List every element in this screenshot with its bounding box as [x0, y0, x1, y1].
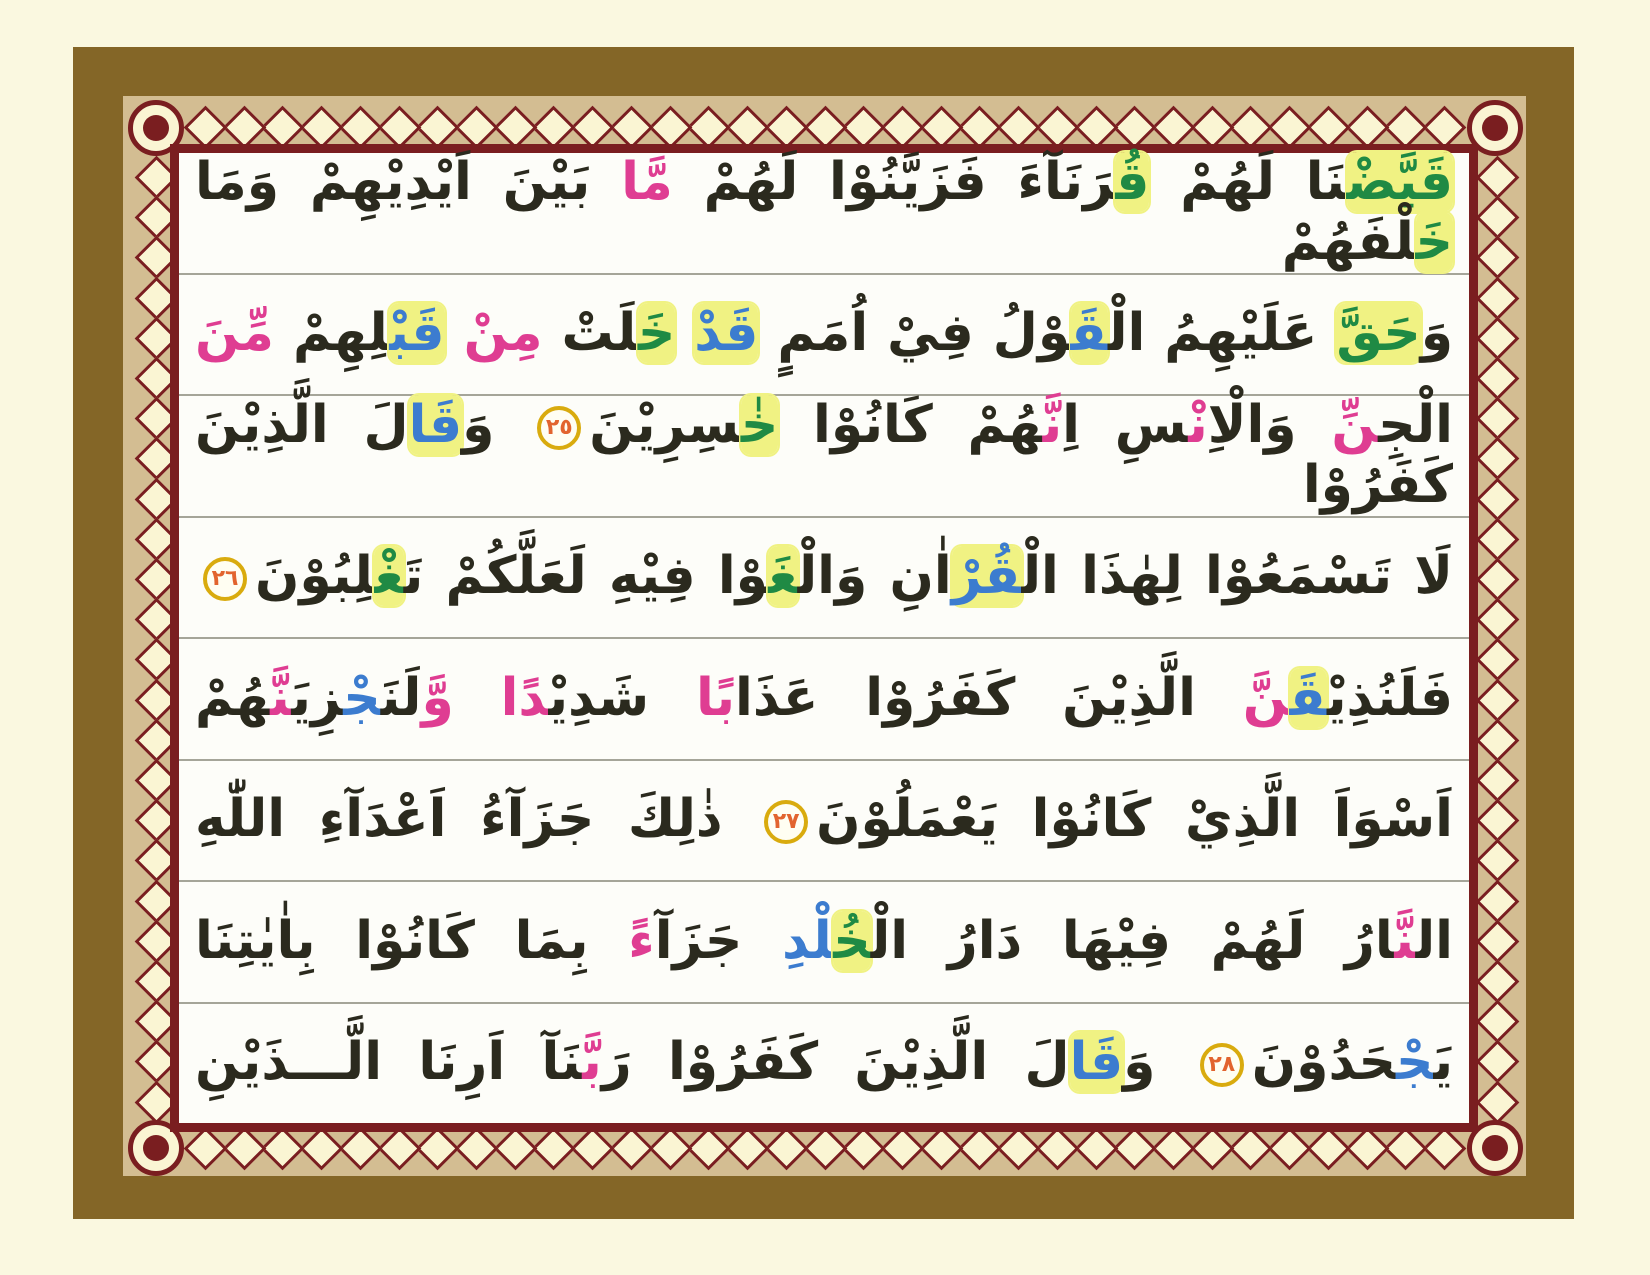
diamond-ornament [1152, 105, 1196, 149]
text-segment: يَ‍ [1433, 1032, 1453, 1093]
text-segment: قُ‍ [1115, 152, 1150, 212]
text-segment: ‍نَّ‍ [1394, 910, 1416, 971]
text-segment [675, 303, 694, 363]
text-segment: مَّا [621, 152, 673, 212]
diamond-ornament [1475, 1080, 1519, 1124]
text-line [179, 518, 1469, 639]
diamond-ornament [261, 105, 305, 149]
diamond-ornament [1345, 1126, 1389, 1170]
diamond-ornament [1475, 558, 1519, 602]
text-segment: ‍قَ‍ [1070, 303, 1108, 364]
text-segment: ذٰلِكَ جَزَآءُ اَعْدَآءِ اللّٰهِ [195, 789, 757, 850]
text-segment: بَيْنَ اَيْدِيْهِمْ وَمَا [176, 152, 622, 212]
diamond-ornament [1475, 718, 1519, 762]
text-line [179, 882, 1469, 1003]
diamond-ornament [1268, 1126, 1312, 1170]
diamond-ornament [1475, 397, 1519, 441]
text-line [179, 639, 1469, 760]
diamond-ornament [222, 105, 266, 149]
inner-maroon-border [170, 144, 1478, 1132]
text-segment: لَ الَّذِيْنَ كَفَرُوْا رَ [601, 1032, 1070, 1093]
diamond-ornament [726, 105, 770, 149]
text-segment: لَ الَّذِيْنَ كَفَرُوْا [176, 395, 1453, 515]
medallion-dot [143, 1135, 169, 1161]
diamond-ornament [1306, 105, 1350, 149]
text-segment: ‍جْ‍ [343, 667, 381, 728]
diamond-ornament [1475, 799, 1519, 843]
text-segment: ‍رَنَآءَ فَزَيَّنُوْا لَهُمْ [672, 152, 1116, 212]
diamond-ornament [338, 105, 382, 149]
line-text [195, 912, 1453, 972]
diamond-ornament [919, 105, 963, 149]
diamond-ornament [1475, 598, 1519, 642]
diamond-ornament [493, 105, 537, 149]
text-segment: قَبْ‍ [389, 303, 445, 364]
text-segment: عَلَيْهِمُ الْ‍ [1107, 303, 1337, 364]
text-segment: لَنَ‍ [380, 667, 422, 728]
text-segment: ‍قَ‍ [1289, 667, 1327, 728]
text-segment: ‍لِهِمْ [274, 303, 390, 364]
diamond-ornament [300, 1126, 344, 1170]
text-segment: نَّ‍ [1042, 395, 1063, 456]
diamond-ornament [1475, 759, 1519, 803]
diamond-ornament [261, 1126, 305, 1170]
verse-end-marker: ٢٧ [764, 800, 808, 844]
text-segment: خٰ‍ [740, 395, 779, 456]
text-segment: ‍هُمْ [195, 667, 271, 728]
text-segment: ‍قُرْ [951, 546, 1022, 607]
text-segment: وَ [1420, 303, 1454, 364]
text-segment: قَا [408, 395, 463, 456]
diamond-ornament [1190, 105, 1234, 149]
diamond-ornament [1074, 105, 1118, 149]
diamond-ornament [1035, 1126, 1079, 1170]
border-chain-right [1478, 162, 1516, 1118]
text-segment [454, 668, 501, 728]
text-segment: بَّ‍ [582, 1032, 602, 1093]
diamond-ornament [1475, 919, 1519, 963]
text-segment: بًا [695, 667, 736, 728]
diamond-ornament [609, 1126, 653, 1170]
diamond-ornament [1190, 1126, 1234, 1170]
diamond-ornament [532, 1126, 576, 1170]
text-segment: قَيَّضْ‍ [1346, 152, 1454, 212]
text-segment: اٰنِ وَالْ‍ [797, 546, 952, 607]
diamond-ornament [300, 105, 344, 149]
diamond-ornament [1268, 105, 1312, 149]
diamond-ornament [571, 105, 615, 149]
diamond-ornament [997, 1126, 1041, 1170]
text-segment: ‍زِيَ‍ [291, 667, 344, 728]
diamond-ornament [687, 105, 731, 149]
text-segment: ‍حَدُوْنَ [1251, 1032, 1396, 1093]
diamond-ornament [1475, 276, 1519, 320]
text-line [176, 395, 1469, 518]
text-segment: اَسْوَاَ الَّذِيْ كَانُوْا يَعْمَلُوْنَ [816, 789, 1453, 850]
diamond-ornament [1475, 236, 1519, 280]
text-segment: ‍غَ‍ [768, 546, 798, 607]
text-segment: حَقَّ [1336, 303, 1421, 364]
diamond-ornament [1306, 1126, 1350, 1170]
line-text [195, 304, 1453, 364]
text-segment: مِنْ [463, 303, 543, 364]
diamond-ornament [1229, 105, 1273, 149]
diamond-ornament [764, 105, 808, 149]
diamond-ornament [997, 105, 1041, 149]
verse-end-marker: ٢٨ [1200, 1043, 1244, 1087]
text-line [176, 152, 1469, 275]
diamond-ornament [687, 1126, 731, 1170]
text-segment: ‍وْا فِيْهِ لَعَلَّكُمْ تَ‍ [403, 546, 769, 607]
verse-end-marker: ٢٦ [203, 557, 247, 601]
diamond-ornament [1475, 678, 1519, 722]
diamond-ornament [803, 1126, 847, 1170]
diamond-ornament [842, 105, 886, 149]
medallion-dot [1482, 115, 1508, 141]
diamond-ornament [958, 105, 1002, 149]
text-segment: ‍لَتْ [542, 303, 638, 364]
line-text [195, 669, 1453, 729]
border-chain-bottom [190, 1129, 1460, 1167]
diamond-ornament [1475, 839, 1519, 883]
line-text [176, 152, 1454, 273]
text-segment: ‍نَّ‍ [270, 667, 292, 728]
diamond-ornament [803, 105, 847, 149]
diamond-ornament [532, 105, 576, 149]
text-segment: ‍نَآ اَرِنَا الَّـــذَيْنِ [195, 1032, 583, 1093]
line-text [176, 395, 1453, 516]
text-segment: ال‍ [1415, 910, 1453, 971]
diamond-ornament [1475, 437, 1519, 481]
text-segment: ‍لْفَهُمْ [1281, 211, 1416, 272]
text-segment: شَدِيْ‍ [548, 667, 696, 728]
text-segment: ‍سِرِيْنَ [589, 395, 741, 456]
verse-end-marker: ٢٥ [537, 406, 581, 450]
text-segment: ‍خُ‍ [833, 910, 871, 971]
diamond-ornament [726, 1126, 770, 1170]
diamond-ornament [377, 1126, 421, 1170]
text-segment: قَدْ [694, 303, 759, 364]
diamond-ornament [1035, 105, 1079, 149]
line-text [195, 790, 1453, 850]
diamond-ornament [377, 105, 421, 149]
diamond-ornament [1475, 477, 1519, 521]
diamond-ornament [881, 1126, 925, 1170]
diamond-ornament [881, 105, 925, 149]
diamond-ornament [1113, 1126, 1157, 1170]
diamond-ornament [1345, 105, 1389, 149]
text-line [179, 275, 1469, 396]
line-text [195, 1033, 1453, 1093]
text-segment: الَّذِيْنَ كَفَرُوْا عَذَا [735, 667, 1243, 728]
text-segment: ‍لْدِ [782, 910, 834, 971]
text-segment: ‍نَا لَهُمْ [1149, 152, 1347, 212]
text-segment: جَزَآ [654, 910, 783, 971]
diamond-ornament [455, 1126, 499, 1170]
diamond-ornament [1113, 105, 1157, 149]
diamond-ornament [222, 1126, 266, 1170]
diamond-ornament [919, 1126, 963, 1170]
diamond-ornament [1475, 156, 1519, 200]
diamond-ornament [1475, 1040, 1519, 1084]
text-segment: لَا تَسْمَعُوْا لِهٰذَا الْ‍ [1021, 546, 1453, 607]
text-segment: خَ‍ [637, 303, 676, 364]
diamond-ornament [184, 1126, 228, 1170]
text-segment: ‍هُمْ كَانُوْا [778, 395, 1043, 456]
border-chain-top [190, 108, 1460, 146]
text-segment: وَ [462, 395, 530, 456]
diamond-ornament [455, 105, 499, 149]
diamond-ornament [1475, 517, 1519, 561]
text-segment: ‍نِّ [1331, 395, 1379, 456]
diamond-ornament [648, 1126, 692, 1170]
diamond-ornament [1423, 1126, 1467, 1170]
text-segment: مِّنَ [195, 303, 274, 364]
text-segment: ‍دًا [500, 667, 549, 728]
diamond-ornament [609, 105, 653, 149]
diamond-ornament [416, 105, 460, 149]
text-line [179, 761, 1469, 882]
text-segment: الْجِ‍ [1378, 395, 1453, 456]
text-segment: نْ‍ [1188, 395, 1208, 456]
diamond-ornament [1475, 638, 1519, 682]
diamond-ornament [1475, 196, 1519, 240]
diamond-ornament [1475, 357, 1519, 401]
diamond-ornament [1384, 105, 1428, 149]
line-text [195, 547, 1453, 607]
diamond-ornament [1229, 1126, 1273, 1170]
text-line [179, 1004, 1469, 1123]
diamond-ornament [571, 1126, 615, 1170]
text-segment: قَا [1069, 1032, 1124, 1093]
text-segment: بِمَا كَانُوْا بِاٰيٰتِنَا [195, 910, 629, 971]
diamond-ornament [1475, 879, 1519, 923]
diamond-ornament [184, 105, 228, 149]
diamond-ornament [1423, 105, 1467, 149]
mushaf-lines [176, 152, 1469, 1123]
diamond-ornament [1475, 316, 1519, 360]
medallion-dot [143, 115, 169, 141]
diamond-ornament [493, 1126, 537, 1170]
text-segment: ‍ارُ لَهُمْ فِيْهَا دَارُ الْ‍ [870, 910, 1395, 971]
text-segment: وَّ [421, 667, 454, 728]
text-segment: وَ [1123, 1032, 1192, 1093]
diamond-ornament [1475, 1000, 1519, 1044]
medallion-dot [1482, 1135, 1508, 1161]
diamond-ornament [842, 1126, 886, 1170]
diamond-ornament [648, 105, 692, 149]
diamond-ornament [764, 1126, 808, 1170]
text-segment: ‍جْ‍ [1395, 1032, 1434, 1093]
text-segment: ‍سِ اِ [1062, 395, 1189, 456]
text-segment: ‍لِبُوْنَ [255, 546, 375, 607]
diamond-ornament [958, 1126, 1002, 1170]
text-segment: ‍غْ‍ [374, 546, 404, 607]
text-segment: ءً [628, 910, 655, 971]
text-segment: خَ‍ [1415, 211, 1453, 272]
text-segment: وَالْاِ [1207, 395, 1332, 456]
diamond-ornament [416, 1126, 460, 1170]
text-segment [445, 303, 464, 363]
diamond-ornament [1074, 1126, 1118, 1170]
diamond-ornament [338, 1126, 382, 1170]
diamond-ornament [1384, 1126, 1428, 1170]
diamond-ornament [1152, 1126, 1196, 1170]
diamond-ornament [1475, 960, 1519, 1004]
text-segment: فَلَنُذِيْ‍ [1326, 667, 1454, 728]
text-segment: ‍وْلُ فِيْ اُمَمٍ [758, 303, 1071, 364]
text-segment: ‍نَّ [1242, 667, 1290, 728]
